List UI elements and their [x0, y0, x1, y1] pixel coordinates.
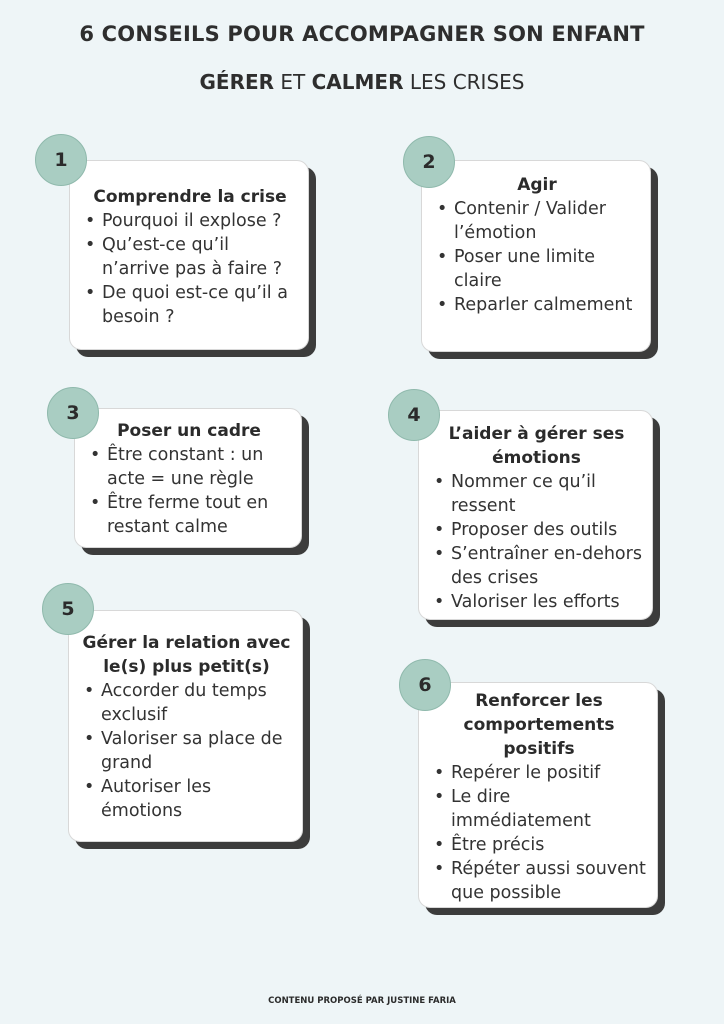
tip-list — [81, 679, 292, 823]
tip-card-3 — [74, 408, 302, 548]
subtitle-part-et: ET — [274, 70, 312, 94]
tip-heading: Agir — [517, 175, 557, 195]
tip-heading: Comprendre la crise — [93, 187, 287, 207]
footer-credit: CONTENU PROPOSÉ PAR JUSTINE FARIA — [268, 996, 456, 1006]
tip-item: • Être ferme tout en restant calme — [87, 491, 291, 539]
subtitle-part-calmer: CALMER — [311, 70, 404, 94]
tip-number-badge-4: 4 — [388, 389, 440, 441]
tip-heading: Renforcer les comportements positifs — [463, 691, 615, 759]
tip-card-5 — [68, 610, 303, 842]
tip-item: • Reparler calmement — [434, 293, 640, 317]
tip-item: • Valoriser les efforts — [431, 590, 642, 614]
tip-item: • Poser une limite claire — [434, 245, 640, 293]
tip-number-badge-5: 5 — [42, 583, 94, 635]
tip-card-1 — [69, 160, 309, 350]
tip-item: • Le dire immédiatement — [431, 785, 647, 833]
tip-item: • De quoi est-ce qu’il a besoin ? — [82, 281, 298, 329]
tip-list — [82, 209, 298, 329]
tip-heading: L’aider à gérer ses émotions — [448, 424, 625, 468]
tip-card-6 — [418, 682, 658, 908]
tip-item: • S’entraîner en-dehors des crises — [431, 542, 642, 590]
tip-list — [431, 761, 647, 905]
tip-number-badge-2: 2 — [403, 136, 455, 188]
tip-item: • Être constant : un acte = une règle — [87, 443, 291, 491]
tip-item: • Repérer le positif — [431, 761, 647, 785]
tip-item: • Accorder du temps exclusif — [81, 679, 292, 727]
tip-list — [87, 443, 291, 539]
page-title: 6 CONSEILS POUR ACCOMPAGNER SON ENFANT — [79, 22, 645, 46]
tip-list — [434, 197, 640, 317]
tip-item: • Valoriser sa place de grand — [81, 727, 292, 775]
tip-item: • Pourquoi il explose ? — [82, 209, 298, 233]
tip-item: • Qu’est-ce qu’il n’arrive pas à faire ? — [82, 233, 298, 281]
tip-item: • Nommer ce qu’il ressent — [431, 470, 642, 518]
tip-card-4 — [418, 410, 653, 620]
tip-item: • Contenir / Valider l’émotion — [434, 197, 640, 245]
tip-item: • Être précis — [431, 833, 647, 857]
tip-number-badge-6: 6 — [399, 659, 451, 711]
tip-item: • Autoriser les émotions — [81, 775, 292, 823]
tip-item: • Proposer des outils — [431, 518, 642, 542]
page-subtitle — [0, 70, 724, 94]
tip-number-badge-3: 3 — [47, 387, 99, 439]
tip-item: • Répéter aussi souvent que possible — [431, 857, 647, 905]
subtitle-part-gerer: GÉRER — [199, 70, 275, 94]
tip-list — [431, 470, 642, 614]
tip-heading: Gérer la relation avec le(s) plus petit(s) — [82, 633, 291, 677]
tip-card-2 — [421, 160, 651, 352]
tip-number-badge-1: 1 — [35, 134, 87, 186]
tip-heading: Poser un cadre — [117, 421, 261, 441]
subtitle-part-les-crises: LES CRISES — [403, 70, 525, 94]
